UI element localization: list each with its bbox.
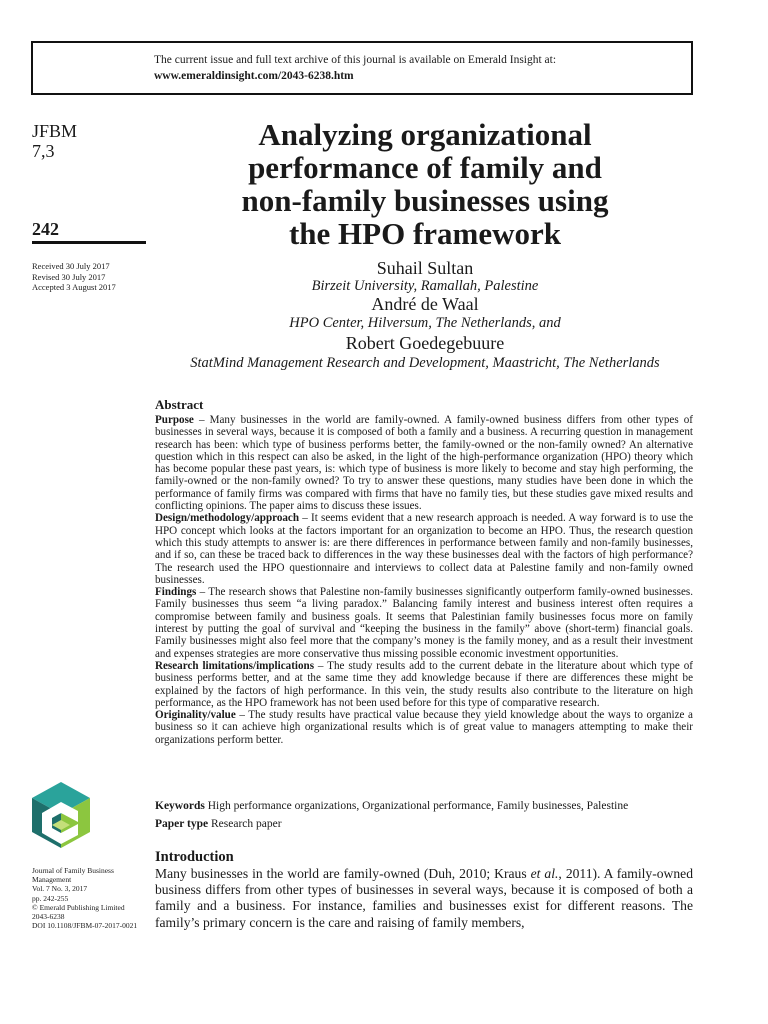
section-text: – The research shows that Palestine non-family businesses significantly outperform family-owned businesses. Family businesses thus seem “a living paradox.” Balancing family interest and business interest often requires a compromise between family and business goals. It seems that Palestinian family businesses focus more on family interest by putting the goal of survival and “keeping the business in the family” above (short-term) financial goals. Family businesses might also feel more that the company’s money is the family money, and as a result their investment and expenses strategies are more conservative thus missing possible economic investment opportunities. [155, 586, 693, 660]
abstract-section-originality [155, 709, 693, 746]
introduction-paragraph [155, 866, 693, 931]
title-line: the HPO framework [288, 216, 562, 251]
title-line: non-family businesses using [241, 183, 609, 218]
introduction-heading: Introduction [155, 849, 234, 865]
section-label: Originality/value [155, 709, 236, 722]
intro-italic: et al. [530, 866, 559, 881]
abstract-section-purpose [155, 414, 693, 512]
title-line: performance of family and [248, 150, 602, 185]
section-label: Purpose [155, 414, 194, 426]
author-affiliation: StatMind Management Research and Development, Maastricht, The Netherlands [190, 355, 660, 371]
paper-type-label: Paper type [155, 818, 209, 830]
title-line: Analyzing organizational [258, 117, 592, 152]
citation-doi[interactable]: DOI 10.1108/JFBM-07-2017-0021 [32, 921, 138, 931]
archive-notice-text: The current issue and full text archive of this journal is available on Emerald Insight at: [154, 54, 557, 66]
accepted-date: Accepted 3 August 2017 [32, 282, 116, 292]
citation-issn: 2043-6238 [32, 912, 65, 922]
page-number: 242 [32, 219, 59, 239]
journal-abbrev: JFBM [32, 121, 78, 141]
citation-block [32, 866, 150, 930]
revised-date: Revised 30 July 2017 [32, 271, 106, 282]
intro-text: Many businesses in the world are family-owned (Duh, 2010; Kraus [155, 866, 531, 881]
archive-notice-box [31, 41, 693, 95]
abstract-heading: Abstract [155, 397, 204, 412]
keywords-line [155, 800, 695, 812]
journal-code [32, 121, 77, 161]
author-name: André de Waal [371, 294, 479, 314]
article-dates [32, 261, 116, 293]
section-text: – The study results have practical value because they yield knowledge about the ways to organize a business so it can achieve high organizational results which is of great value to managers attempting to make their organizations perform better. [155, 709, 693, 746]
paper-type-text: Research paper [208, 818, 282, 830]
abstract-section-design [155, 512, 693, 586]
abstract-section-limitations [155, 660, 693, 709]
emerald-publisher-logo [28, 780, 94, 850]
section-text: – The study results add to the current debate in the literature about which type of business performs better, and at the same time they add knowledge because if there are differences these might be explained by the factors of high performance. In this vein, the study results also contribute to the literature on high performance, as the HPO framework has not been used before for this type of comparative research. [155, 659, 693, 709]
paper-type-line [155, 818, 695, 830]
abstract-section-findings [155, 586, 693, 660]
author-name: Robert Goedegebuure [345, 333, 505, 353]
section-label: Design/methodology/approach [155, 512, 300, 525]
abstract-body [155, 414, 693, 746]
section-text: – Many businesses in the world are family-owned. A family-owned business differs from other types of businesses in several ways, because it is composed of both a family and a business. A recurring question in management research has been: which type of business performs better, the family-owned or the non-family owned? An alternative question which in this respect can also be asked, in the light of the high-performance organization (HPO) theory which has become popular these past years, is: which type of business is more likely to become and stay high performing, the family-owned or the non-family owned? To try to answer these questions, many studies have been done in which the performance of family firms was compared with firms that have no family ties, but these studies gave mixed results and conflicting opinions. The paper aims to discuss these issues. [155, 414, 693, 513]
received-date: Received 30 July 2017 [32, 261, 110, 271]
keywords-text: High performance organizations, Organizational performance, Family businesses, Palestine [204, 800, 629, 812]
section-label: Research limitations/implications [155, 659, 315, 672]
article-title [155, 118, 695, 250]
introduction-body [155, 866, 693, 931]
citation-pages: pp. 242-255 [32, 893, 69, 903]
author-name: Suhail Sultan [376, 258, 474, 278]
keywords-label: Keywords [155, 800, 205, 812]
author-affiliation: Birzeit University, Ramallah, Palestine [311, 278, 539, 294]
citation-volume: Vol. 7 No. 3, 2017 [32, 884, 88, 894]
author-affiliation: HPO Center, Hilversum, The Netherlands, and [289, 315, 561, 331]
section-label: Findings [155, 586, 197, 599]
page-number-rule [32, 241, 146, 244]
volume-issue: 7,3 [32, 141, 55, 161]
citation-journal-cont: Management [32, 875, 72, 885]
citation-journal: Journal of Family Business [32, 866, 114, 875]
intro-text-cont: , 2011). A family-owned business differs from other types of businesses in several ways, because it is composed of both a family and a business. For instance, families and businesses exist for different reasons. The family’s primary concern is the care and raising of family members, [155, 866, 693, 930]
section-text: – It seems evident that a new research approach is needed. A way forward is to use the HPO concept which looks at the factors important for an organization to become an HPO. Thus, the research question which this study attempts to answer is: are there differences in performance between family and non-family businesses, and if so, can these be traced back to differences in the way these businesses deal with the factors of high performance? The research used the HPO questionnaire and interviews to collect data at Palestine family and non-family owned businesses. [155, 512, 693, 586]
citation-copyright: © Emerald Publishing Limited [32, 902, 125, 912]
archive-url-link[interactable]: www.emeraldinsight.com/2043-6238.htm [154, 70, 354, 82]
